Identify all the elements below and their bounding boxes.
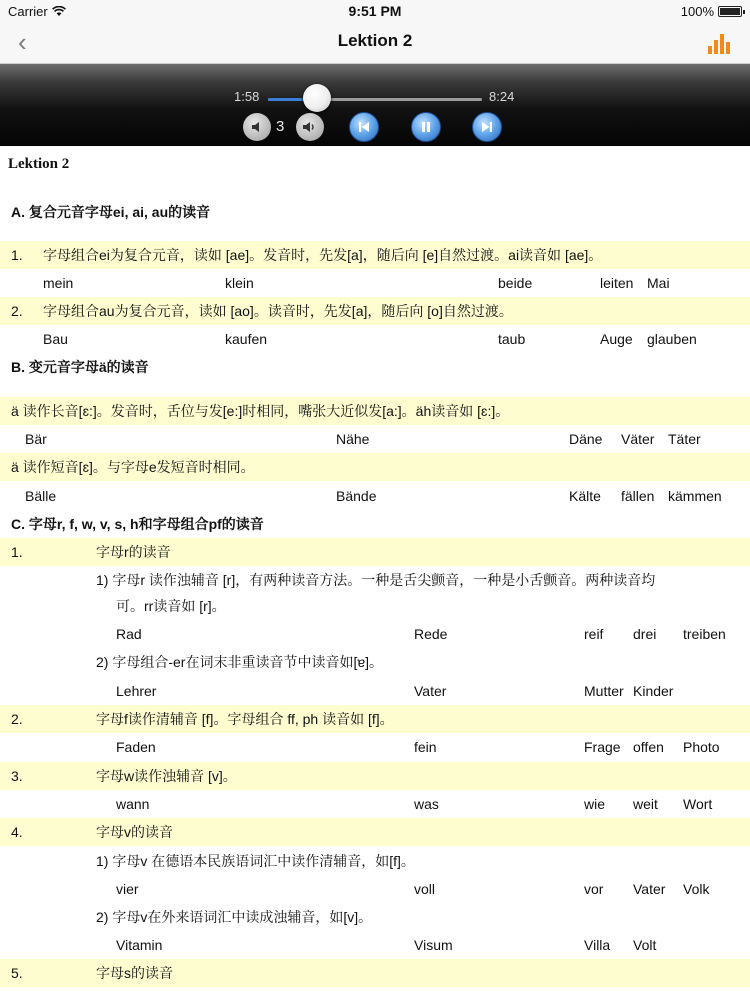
word-row	[0, 620, 750, 648]
back-chevron-icon: ‹	[18, 27, 27, 57]
example-word: Väter	[621, 431, 655, 447]
list-item	[0, 241, 750, 269]
item-number: 2.	[11, 303, 23, 319]
example-word: beide	[498, 275, 533, 291]
item-heading: 字母s的读音	[96, 965, 173, 981]
navigation-bar	[0, 22, 750, 64]
bar-chart-icon[interactable]	[708, 32, 730, 54]
example-word: Täter	[668, 431, 701, 447]
example-word: Bau	[43, 331, 68, 347]
volume-level: 3	[276, 118, 285, 135]
example-word: was	[414, 796, 439, 812]
section-heading	[0, 353, 750, 381]
example-word: reif	[584, 626, 604, 642]
example-word: Bände	[336, 488, 377, 504]
volume-up-button[interactable]	[296, 113, 324, 141]
example-word: kaufen	[225, 331, 268, 347]
example-word: klein	[225, 275, 254, 291]
example-word: Faden	[116, 739, 156, 755]
example-word: kämmen	[668, 488, 722, 504]
lesson-document[interactable]	[0, 146, 750, 1000]
progress-track[interactable]	[268, 98, 482, 101]
item-text: 字母组合ei为复合元音，读如 [ae]。发音时，先发[a]，随后向 [e]自然过渡。ai读音如 [ae]。	[43, 247, 603, 263]
carrier-label: Carrier	[8, 4, 48, 19]
item-text: 2) 字母v在外来语词汇中读成浊辅音，如[v]。	[96, 909, 373, 925]
section-heading	[0, 510, 750, 538]
example-word: Vater	[633, 881, 666, 897]
example-word: glauben	[647, 331, 697, 347]
example-word: Vater	[414, 683, 447, 699]
word-row	[0, 325, 750, 353]
example-word: fein	[414, 739, 437, 755]
page-title: Lektion 2	[337, 31, 413, 50]
example-word: drei	[633, 626, 657, 642]
item-text: 1) 字母v 在德语本民族语词汇中读作清辅音，如[f]。	[96, 853, 415, 869]
example-word: Photo	[683, 739, 720, 755]
section-heading	[0, 198, 750, 226]
battery-icon	[718, 6, 742, 17]
item-number: 2.	[11, 711, 23, 727]
example-word: Mutter	[584, 683, 624, 699]
example-word: Volt	[633, 937, 657, 953]
example-word: Auge	[600, 331, 633, 347]
example-word: mein	[43, 275, 74, 291]
total-time: 8:24	[489, 89, 515, 104]
word-row	[0, 482, 750, 510]
text-row	[0, 847, 750, 875]
example-word: Wort	[683, 796, 713, 812]
battery-percent: 100%	[680, 4, 714, 19]
example-word: Mai	[647, 275, 670, 291]
item-heading: 字母w读作浊辅音 [v]。	[96, 768, 237, 784]
item-heading: 字母v的读音	[96, 824, 173, 840]
example-word: Lehrer	[116, 683, 157, 699]
word-row	[0, 931, 750, 959]
example-word: Kinder	[633, 683, 674, 699]
example-word: Frage	[584, 739, 621, 755]
item-number: 4.	[11, 824, 23, 840]
example-word: Nähe	[336, 431, 370, 447]
item-text: ä 读作长音[ɛ:]。发音时，舌位与发[e:]时相同，嘴张大近似发[a:]。äh读音如 [ɛ:]。	[11, 403, 510, 419]
example-word: Villa	[584, 937, 611, 953]
example-word: Däne	[569, 431, 603, 447]
example-word: taub	[498, 331, 526, 347]
item-number: 3.	[11, 768, 23, 784]
item-text: 可。rr读音如 [r]。	[116, 598, 226, 614]
speaker-high-icon	[302, 120, 318, 134]
item-text: ä 读作短音[ɛ]。与字母e发短音时相同。	[11, 459, 255, 475]
example-word: Kälte	[569, 488, 601, 504]
example-word: treiben	[683, 626, 726, 642]
current-time: 1:58	[234, 89, 260, 104]
example-word: Bär	[25, 431, 47, 447]
word-row	[0, 269, 750, 297]
word-row	[0, 733, 750, 761]
item-number: 1.	[11, 247, 23, 263]
battery-info	[681, 4, 742, 19]
skip-back-icon	[357, 120, 371, 134]
example-word: voll	[414, 881, 436, 897]
item-number: 1.	[11, 544, 23, 560]
skip-forward-icon	[480, 120, 494, 134]
text-row	[0, 592, 750, 620]
audio-player	[0, 64, 750, 146]
item-heading: 字母f读作清辅音 [f]。字母组合 ff, ph 读音如 [f]。	[96, 711, 394, 727]
list-item	[0, 397, 750, 425]
item-text: 字母组合au为复合元音，读如 [ao]。读音时，先发[a]，随后向 [o]自然过渡。	[43, 303, 513, 319]
volume-down-button[interactable]	[243, 113, 271, 141]
clock: 9:51 PM	[348, 3, 402, 19]
example-word: Rede	[414, 626, 448, 642]
example-word: offen	[633, 739, 664, 755]
list-item	[0, 297, 750, 325]
word-row	[0, 677, 750, 705]
example-word: Visum	[414, 937, 453, 953]
list-item	[0, 453, 750, 481]
list-item	[0, 762, 750, 790]
progress-slider-thumb[interactable]	[303, 84, 331, 112]
example-word: Vitamin	[116, 937, 163, 953]
status-bar	[0, 0, 750, 22]
item-text: 1) 字母r 读作浊辅音 [r]，有两种读音方法。一种是舌尖颤音，一种是小舌颤音。两种读音均	[96, 572, 656, 588]
next-track-button[interactable]	[472, 112, 502, 142]
text-row	[0, 648, 750, 676]
item-text: 2) 字母组合-er在词末非重读音节中读音如[ɐ]。	[96, 654, 384, 670]
word-row	[0, 875, 750, 903]
example-word: fällen	[621, 488, 655, 504]
item-number: 5.	[11, 965, 23, 981]
example-word: weit	[633, 796, 658, 812]
example-word: vier	[116, 881, 139, 897]
example-word: wann	[116, 796, 150, 812]
previous-track-button[interactable]	[349, 112, 379, 142]
example-word: wie	[584, 796, 606, 812]
item-heading: 字母r的读音	[96, 544, 171, 560]
section-b-title: B. 变元音字母ä的读音	[11, 359, 149, 375]
section-c-title: C. 字母r, f, w, v, s, h和字母组合pf的读音	[11, 516, 264, 532]
text-row	[0, 566, 750, 594]
list-item	[0, 818, 750, 846]
pause-button[interactable]	[411, 112, 441, 142]
word-row	[0, 790, 750, 818]
list-item	[0, 538, 750, 566]
pause-icon	[419, 120, 433, 134]
example-word: leiten	[600, 275, 634, 291]
example-word: vor	[584, 881, 604, 897]
example-word: Volk	[683, 881, 710, 897]
list-item	[0, 705, 750, 733]
example-word: Rad	[116, 626, 142, 642]
section-a-title: A. 复合元音字母ei, ai, au的读音	[11, 204, 211, 220]
word-row	[0, 425, 750, 453]
text-row	[0, 903, 750, 931]
document-title: Lektion 2	[8, 156, 70, 172]
list-item	[0, 959, 750, 987]
speaker-low-icon	[250, 120, 264, 134]
example-word: Bälle	[25, 488, 57, 504]
